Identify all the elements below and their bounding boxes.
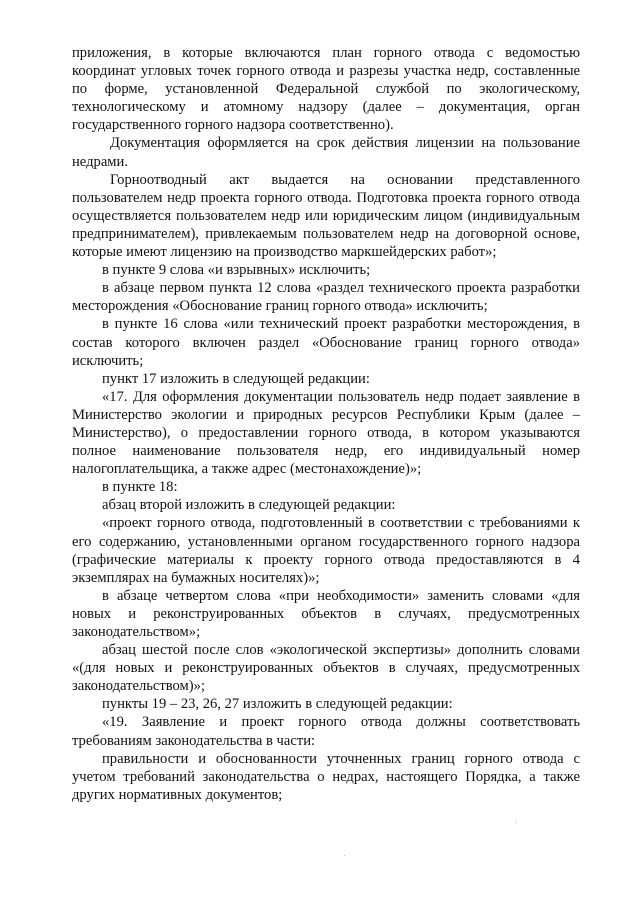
paragraph-point-18-second: абзац второй изложить в следующей редакции:: [102, 497, 396, 514]
paragraph-documentation-term: Документация оформляется на срок действия лицензии на пользование недрами.: [72, 135, 580, 170]
document-body: [72, 44, 580, 804]
paragraph-points-19-27: пункты 19 – 23, 26, 27 изложить в следующей редакции:: [102, 696, 453, 713]
paragraph-attachments: приложения, в которые включаются план горного отвода с ведомостью координат угловых точек горного отвода и разрезы участка недр, составленные по форме, установленной Федеральной службой по экологическому, технологическому и атомному надзору (далее – документация, орган государственного горного надзора соответственно).: [72, 45, 580, 134]
paragraph-point-16: в пункте 16 слова «или технический проект разработки месторождения, в состав которого включен раздел «Обоснование границ горного отвода» исключить;: [72, 316, 580, 369]
paragraph-point-18: в пункте 18:: [102, 479, 178, 496]
paragraph-point-18-sixth: абзац шестой после слов «экологической экспертизы» дополнить словами «(для новых и реконструированных объектов в случаях, предусмотренных законодательством)»;: [72, 642, 580, 695]
paragraph-point-17-text: «17. Для оформления документации пользователь недр подает заявление в Министерство экологии и природных ресурсов Республики Крым (далее – Министерство), о предоставлении горного отвода, в котором указываются полное наименование пользователя недр, его индивидуальный номер налогоплательщика, а также адрес (местонахождение)»;: [72, 388, 580, 478]
paragraph-mining-act: Горноотводный акт выдается на основании представленного пользователем недр проекта горного отвода. Подготовка проекта горного отвода осуществляется пользователем недр или юридическим лицом (индивидуальным предпринимателем), привлекаемым пользователем недр на договорной основе, которые имеют лицензию на производство маркшейдерских работ»;: [72, 171, 580, 261]
paragraph-point-9: в пункте 9 слова «и взрывных» исключить;: [102, 262, 371, 279]
scan-speck: [344, 855, 345, 856]
paragraph-point-18-fourth: в абзаце четвертом слова «при необходимости» заменить словами «для новых и реконструированных объектов в случаях, предусмотренных законодательством»;: [72, 587, 580, 640]
paragraph-boundaries: правильности и обоснованности уточненных границ горного отвода с учетом требований законодательства о недрах, настоящего Порядка, а также других нормативных документов;: [72, 750, 580, 803]
paragraph-point-12: в абзаце первом пункта 12 слова «раздел технического проекта разработки месторождения «Обоснование границ горного отвода» исключить;: [72, 280, 580, 315]
paragraph-point-19-text: «19. Заявление и проект горного отвода должны соответствовать требованиям законодательства в части:: [72, 714, 580, 749]
paragraph-point-17-intro: пункт 17 изложить в следующей редакции:: [102, 370, 370, 387]
paragraph-project-quote: «проект горного отвода, подготовленный в соответствии с требованиями к его содержанию, установленными органом государственного горного надзора (графические материалы к проекту горного отвода предоставляются в 4 экземплярах на бумажных носителях)»;: [72, 515, 580, 586]
scan-speck: [515, 822, 516, 823]
